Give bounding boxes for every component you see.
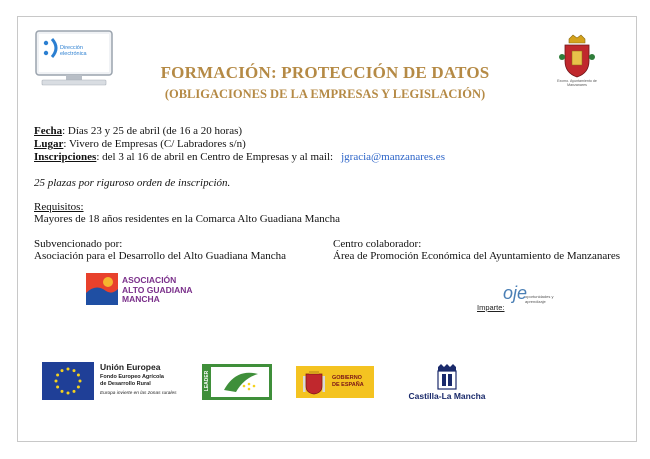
subvencionado-label: Subvencionado por: (34, 238, 123, 250)
asociacion-logo-text (122, 276, 193, 305)
gobierno-line1: GOBIERNO (332, 375, 362, 381)
inscripciones-label: Inscripciones (34, 151, 97, 163)
plazas-note: 25 plazas por riguroso orden de inscripción. (34, 177, 231, 189)
castilla-la-mancha-logo (402, 361, 492, 403)
gobierno-logo (296, 366, 374, 398)
page-title: FORMACIÓN: PROTECCIÓN DE DATOS (160, 63, 490, 82)
fecha-label: Fecha (34, 125, 63, 137)
asociacion-line2: ALTO GUADIANA (122, 284, 193, 295)
colaborador-value: Área de Promoción Económica del Ayuntamiento de Manzanares (333, 250, 621, 262)
requisitos-value: Mayores de 18 años residentes en la Comarca Alto Guadiana Mancha (34, 213, 341, 225)
lugar-label: Lugar (34, 138, 64, 150)
coat-of-arms-logo (555, 33, 599, 87)
colaborador-label: Centro colaborador: (333, 238, 422, 250)
coat-of-arms-caption: Excmo. Ayuntamiento de Manzanares (557, 79, 597, 87)
oje-logo (503, 284, 559, 316)
page-subtitle: (OBLIGACIONES DE LA EMPRESAS Y LEGISLACIÓN) (164, 87, 486, 101)
oje-logo-sub: oportunidades y aprendizaje (525, 294, 554, 304)
leader-text: LEADER (204, 370, 210, 392)
gobierno-line2: DE ESPAÑA (332, 382, 364, 388)
imparte-label: Imparte: (477, 303, 505, 312)
requisitos-label: Requisitos: (34, 201, 84, 213)
eu-line3: Europa invierte en las zonas rurales (100, 391, 177, 396)
eu-line1: Fondo Europeo Agrícola (100, 374, 164, 380)
subvencionado-value: Asociación para el Desarrollo del Alto Guadiana Mancha (34, 250, 286, 262)
inscripciones-value: : del 3 al 16 de abril en Centro de Empresas y al mail: (96, 151, 334, 163)
monitor-logo-text: Dirección electrónica (60, 45, 87, 57)
oje-logo-text: oje (503, 283, 528, 303)
lugar-line (34, 138, 246, 151)
asociacion-line3: MANCHA (122, 294, 160, 304)
castilla-la-mancha-text: Castilla-La Mancha (408, 391, 486, 401)
fecha-line (34, 125, 242, 138)
asociacion-line1: ASOCIACIÓN (122, 275, 177, 285)
inscripciones-line (34, 151, 445, 164)
email-link[interactable]: jgracia@manzanares.es (341, 151, 445, 163)
gobierno-text (332, 375, 364, 389)
eu-logo (42, 362, 192, 400)
fecha-value: : Días 23 y 25 de abril (de 16 a 20 horas) (62, 125, 243, 137)
leader-logo (202, 364, 272, 400)
eu-line2: de Desarrollo Rural (100, 381, 151, 387)
asociacion-logo (86, 273, 206, 307)
eu-title: Unión Europea (100, 362, 161, 372)
lugar-value: : Vivero de Empresas (C/ Labradores s/n) (63, 138, 246, 150)
